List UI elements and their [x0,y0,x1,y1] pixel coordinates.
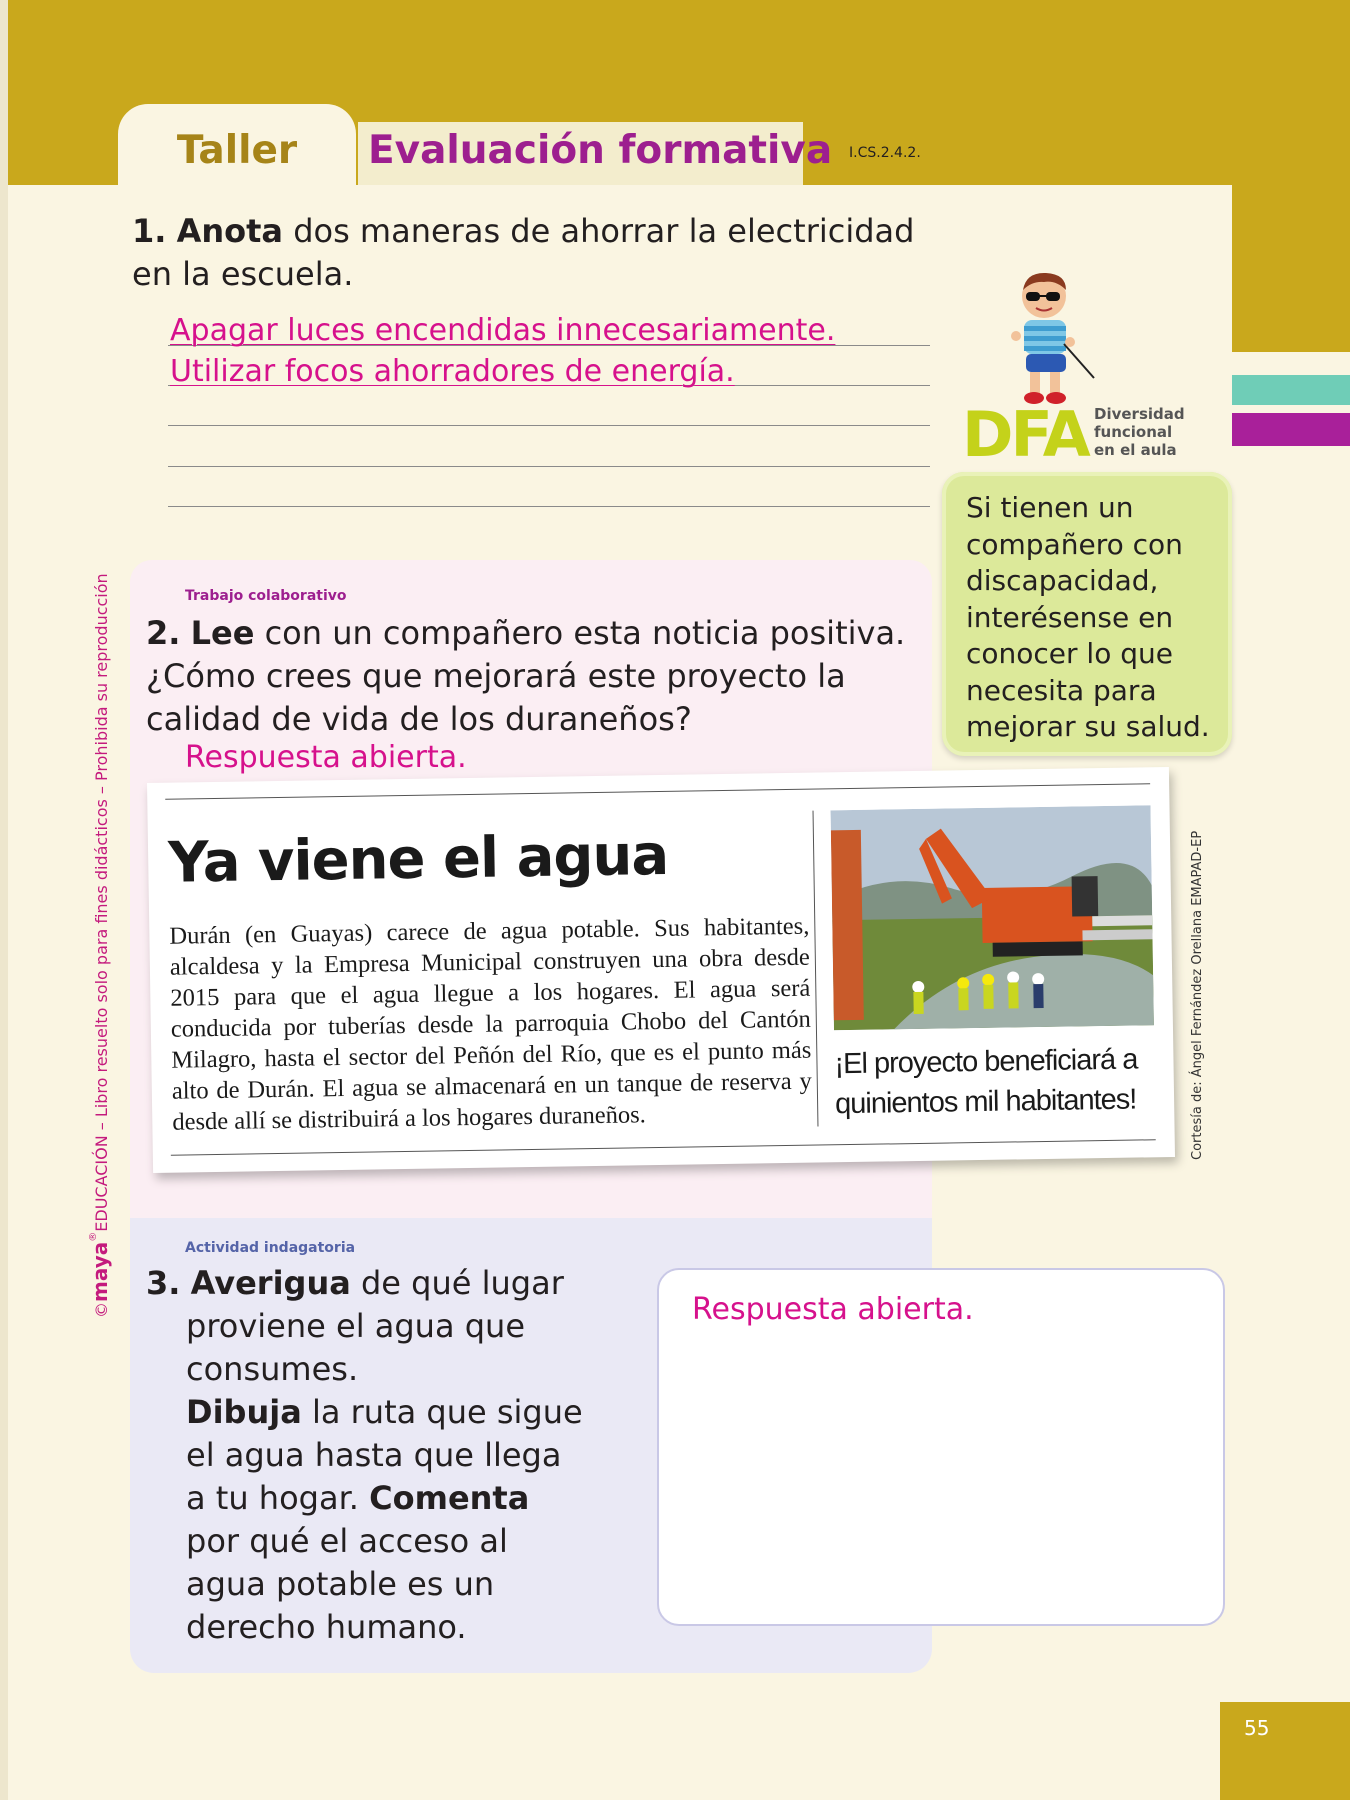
answer-text: Respuesta abierta. [185,740,467,775]
answer-line [168,425,930,426]
teal-stripe [1232,375,1350,405]
question-verb: Lee [190,614,255,652]
dfa-label [1094,405,1185,459]
right-band [1232,0,1350,352]
news-clipping [147,767,1175,1173]
question-text: por qué el acceso al agua potable es un derecho humano. [186,1522,508,1646]
magenta-stripe [1232,413,1350,446]
dfa-note-text: Si tienen un compañero con discapacidad, interésense en conocer lo que necesita para mejorar su salud. [966,491,1210,743]
question-verb: Comenta [369,1479,530,1517]
copyright-symbol: © [92,1302,111,1318]
photo-credit: Cortesía de: Ángel Fernández Orellana EMAPAD-EP [1190,830,1205,1160]
answer-text: Respuesta abierta. [692,1292,974,1327]
dfa-label-line: Diversidad [1094,405,1185,423]
side-copyright [88,573,112,1318]
question-2 [146,612,916,741]
news-caption: ¡El proyecto beneficiará a quinientos mil habitantes! [834,1043,1138,1121]
page-number: 55 [1244,1716,1270,1740]
registered-symbol: ® [88,1231,99,1242]
page-number-box [1220,1702,1350,1800]
question-text: dos maneras de ahorrar la electricidad en la escuela. [132,212,915,293]
question-number: 2. [146,614,181,652]
question-number: 3. [146,1264,181,1302]
question-verb: Averigua [190,1264,351,1302]
activity-tag: Trabajo colaborativo [185,588,347,604]
brand-name: maya [88,1241,112,1302]
question-text: de qué lugar proviene el agua que consumes. [186,1264,564,1388]
answer-text: Apagar luces encendidas innecesariamente. [170,313,836,348]
answer-line [168,466,930,467]
answer-text: Utilizar focos ahorradores de energía. [170,354,735,389]
news-rule [165,783,1150,799]
section-title: Evaluación formativa [368,128,833,173]
activity-tag: Actividad indagatoria [185,1240,356,1256]
dfa-label-line: en el aula [1094,441,1177,459]
dfa-label-line: funcional [1094,423,1173,441]
news-rule [171,1139,1156,1155]
question-text: con un compañero esta noticia positiva. ¿Cómo crees que mejorará este proyecto la calidad de vida de los duraneños? [146,614,906,738]
taller-label: Taller [176,128,298,173]
question-verb: Dibuja [186,1393,302,1431]
dfa-logo: DFA [962,398,1088,471]
answer-line [168,506,930,507]
question-3 [146,1262,586,1649]
question-1 [132,210,952,296]
news-divider [813,811,819,1127]
copyright-text: EDUCACIÓN – Libro resuelto solo para fines didácticos – Prohibida su reproducción [92,573,111,1232]
left-margin-strip [0,0,8,1800]
news-body: Durán (en Guayas) carece de agua potable. Sus habitantes, alcaldesa y la Empresa Municipal construyen una obra desde 2015 para que el agua llegue a los hogares. El agua será conducida por tuberías desde la parroquia Chobo del Cantón Milagro, hasta el sector del Peñón del Río, que es el punto más alto de Durán. El agua se almacenará en un tanque de reserva y desde allí se distribuirá a los hogares duraneños. [169,912,812,1136]
news-headline: Ya viene el agua [167,822,669,896]
question-verb: Anota [176,212,284,250]
construction-photo [831,805,1154,1030]
child-mascot-illustration [996,268,1096,406]
criterion-code: I.CS.2.4.2. [849,145,921,161]
question-number: 1. [132,212,167,250]
question-text: la ruta que sigue el agua hasta que llega a tu hogar. [186,1393,583,1517]
